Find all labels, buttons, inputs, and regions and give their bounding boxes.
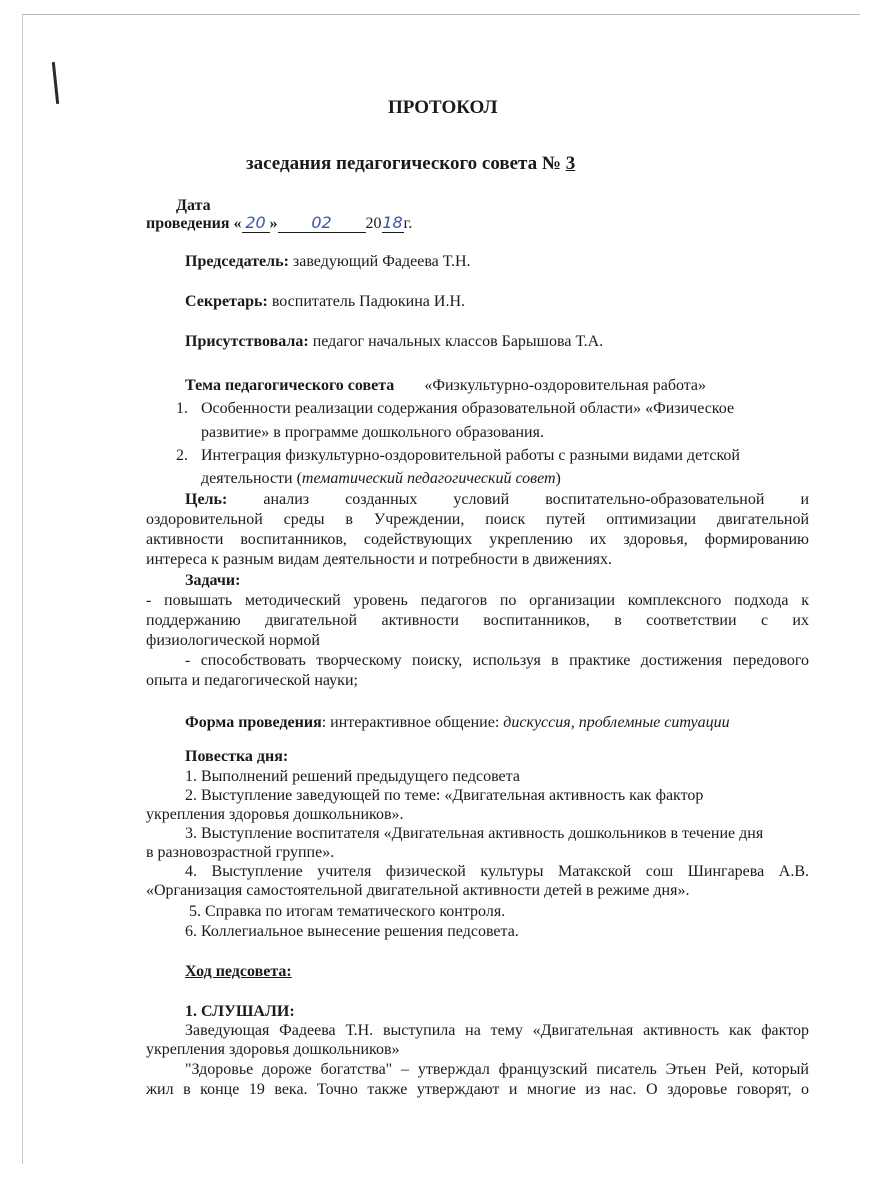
- progress-label: Ход педсовета:: [185, 963, 292, 980]
- subtitle-text: заседания педагогического совета №: [246, 153, 561, 174]
- goal-line: оздоровительной среды в Учреждении, поиск путей оптимизации двигательной: [146, 511, 809, 528]
- heard-line: "Здоровье дороже богатства" – утверждал французский писатель Этьен Рей, который: [185, 1061, 809, 1078]
- form-line: [185, 713, 730, 733]
- topic-line: Интеграция физкультурно-оздоровительной работы с разными видами детской: [201, 447, 740, 464]
- agenda-item: 5. Справка по итогам тематического контроля.: [189, 903, 506, 920]
- form-italic: дискуссия, проблемные ситуации: [503, 714, 730, 731]
- heard-line: жил в конце 19 века. Точно также утверждают и многие из нас. О здоровье говорят, о: [146, 1081, 809, 1098]
- task-line: опыта и педагогической науки;: [146, 672, 358, 689]
- agenda-item: 3. Выступление воспитателя «Двигательная активность дошкольников в течение дня: [185, 825, 764, 842]
- chair-value: заведующий Фадеева Т.Н.: [292, 253, 471, 270]
- council-number: 3: [565, 153, 576, 174]
- present-label: Присутствовала:: [185, 333, 309, 350]
- date-year-prefix: 20: [365, 215, 382, 232]
- date-year: 18: [382, 213, 403, 232]
- agenda-item: 2. Выступление заведующей по теме: «Двигательная активность как фактор: [185, 787, 704, 804]
- date-day: 20: [245, 213, 266, 232]
- date-year-unit: г.: [403, 215, 413, 232]
- scan-mark: [52, 62, 59, 104]
- agenda-item: 1. Выполнений решений предыдущего педсовета: [185, 768, 520, 785]
- date-label: Дата: [176, 197, 211, 214]
- chair-label: Председатель:: [185, 253, 289, 270]
- goal-label: Цель:: [185, 491, 228, 508]
- secretary-label: Секретарь:: [185, 293, 268, 310]
- heard-label: 1. СЛУШАЛИ:: [185, 1003, 295, 1020]
- goal-line: [185, 490, 809, 510]
- scan-border: [22, 14, 860, 15]
- task-line: - повышать методический уровень педагогов по организации комплексного подхода к: [146, 592, 809, 609]
- document-title: ПРОТОКОЛ: [388, 97, 498, 118]
- date-quote-open: «: [233, 215, 242, 232]
- theme-line: [185, 376, 706, 396]
- goal-text: анализ созданных условий воспитательно-образовательной и: [263, 491, 810, 508]
- secretary-value: воспитатель Падюкина И.Н.: [271, 293, 465, 310]
- task-line: поддержанию двигательной активности воспитанников, в соответствии с их: [146, 612, 809, 629]
- agenda-item: 6. Коллегиальное вынесение решения педсовета.: [185, 923, 519, 940]
- agenda-item: «Организация самостоятельной двигательной активности детей в режиме дня».: [146, 882, 690, 899]
- agenda-item: в разновозрастной группе».: [146, 844, 335, 861]
- heard-line: Заведующая Фадеева Т.Н. выступила на тему «Двигательная активность как фактор: [185, 1022, 809, 1039]
- agenda-label: Повестка дня:: [185, 748, 289, 765]
- document-subtitle: [246, 154, 575, 174]
- agenda-item: укрепления здоровья дошкольников».: [146, 806, 404, 823]
- topic-number: 1.: [176, 400, 188, 417]
- heard-line: укрепления здоровья дошкольников»: [146, 1041, 400, 1058]
- chair-line: [185, 252, 471, 272]
- theme-label: Тема педагогического совета: [185, 377, 395, 394]
- topic-line: [201, 469, 561, 489]
- tasks-label: Задачи:: [185, 572, 241, 589]
- date-month: 02: [311, 213, 332, 232]
- goal-line: активности воспитанников, содействующих укреплению их здоровья, формированию: [146, 531, 809, 548]
- date-label-cont: проведения: [146, 215, 230, 232]
- topic-line: развитие» в программе дошкольного образования.: [201, 424, 544, 441]
- task-line: - способствовать творческому поиску, используя в практике достижения передового: [185, 652, 809, 669]
- topic-text-end: ): [555, 470, 561, 487]
- form-text: : интерактивное общение:: [321, 714, 500, 731]
- date-line: [146, 214, 412, 234]
- goal-line: интереса к разным видам деятельности и потребности в движениях.: [146, 551, 613, 568]
- present-line: [185, 332, 603, 352]
- agenda-item: 4. Выступление учителя физической культуры Матакской сош Шингарева А.В.: [185, 863, 809, 880]
- topic-number: 2.: [176, 447, 188, 464]
- secretary-line: [185, 292, 465, 312]
- date-quote-close: »: [269, 215, 278, 232]
- topic-text: деятельности (: [201, 470, 302, 487]
- theme-value: «Физкультурно-оздоровительная работа»: [424, 377, 707, 394]
- scan-border: [22, 14, 23, 1164]
- topic-italic: тематический педагогический совет: [301, 470, 556, 487]
- form-label: Форма проведения: [185, 714, 322, 731]
- present-value: педагог начальных классов Барышова Т.А.: [312, 333, 604, 350]
- topic-line: Особенности реализации содержания образовательной области» «Физическое: [201, 400, 735, 417]
- task-line: физиологической нормой: [146, 632, 320, 649]
